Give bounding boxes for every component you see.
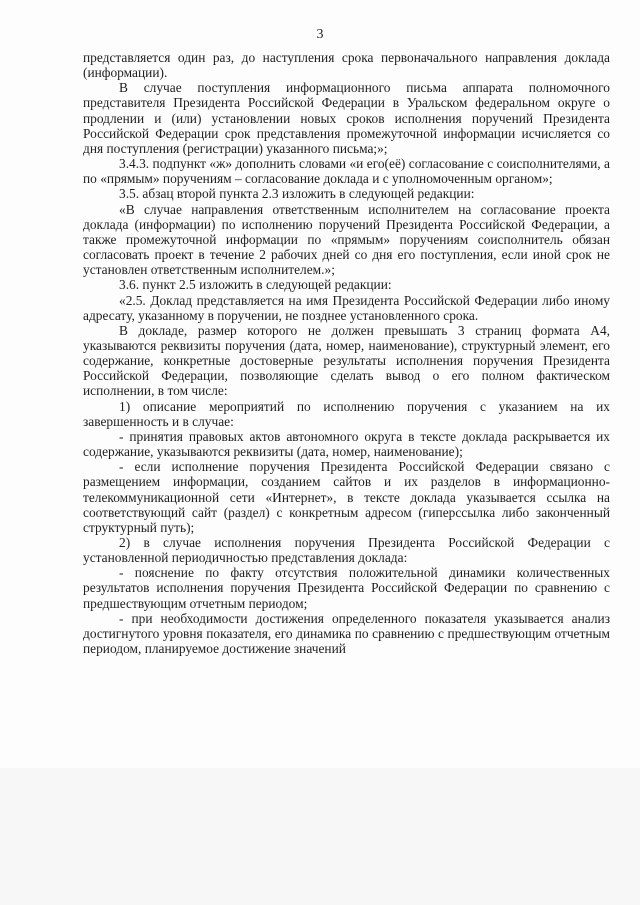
paragraph: 2) в случае исполнения поручения Президента Российской Федерации с установленной периодичностью представления доклада: [83, 535, 610, 566]
paragraph: представляется один раз, до наступления срока первоначального направления доклада (информации). [83, 50, 610, 81]
paragraph: 3.4.3. подпункт «ж» дополнить словами «и его(её) согласование с соисполнителями, а по «прямым» поручениям – согласование доклада и с уполномоченным органом»; [83, 156, 610, 187]
paragraph: 3.6. пункт 2.5 изложить в следующей редакции: [119, 277, 392, 293]
paragraph: 3.5. абзац второй пункта 2.3 изложить в следующей редакции: [119, 186, 475, 202]
paragraph: В докладе, размер которого не должен превышать 3 страниц формата А4, указываются реквизиты поручения (дата, номер, наименование), структурный элемент, его содержание, конкретные достоверные результаты исполнения поручения Президента Российской Федерации, позволяющие сделать вывод о его полном фактическом исполнении, в том числе: [83, 322, 610, 399]
paragraph: - если исполнение поручения Президента Российской Федерации связано с размещением информации, созданием сайтов и их разделов в информационно-телекоммуникационной сети «Интернет», в тексте доклада указывается ссылка на соответствующий сайт (раздел) с конкретным адресом (гиперссылка либо законченный структурный путь); [83, 459, 610, 535]
empty-area [0, 768, 640, 905]
page-number: 3 [316, 27, 324, 42]
paragraph: - принятия правовых актов автономного округа в тексте доклада раскрывается их содержание, указываются реквизиты (дата, номер, наименование); [83, 428, 610, 460]
paragraph: 1) описание мероприятий по исполнению поручения с указанием на их завершенность и в случае: [83, 398, 610, 429]
paragraph: «В случае направления ответственным исполнителем на согласование проекта доклада (информации) по исполнению поручений Президента Российской Федерации, а также промежуточной информации по «прямым» поручениям соисполнитель обязан согласовать проект в течение 2 рабочих дней со дня его поступления, если иной срок не установлен ответственным исполнителем.»; [83, 201, 610, 278]
paragraph: В случае поступления информационного письма аппарата полномочного представителя Президента Российской Федерации в Уральском федеральном округе о продлении и (или) установлении новых сроков исполнения поручений Президента Российской Федерации срок представления промежуточной информации исчисляется со дня поступления (регистрации) указанного письма;»; [83, 80, 610, 156]
paragraph: «2.5. Доклад представляется на имя Президента Российской Федерации либо иному адресату, указанному в поручении, не позднее установленного срока. [83, 292, 610, 323]
paragraph: - пояснение по факту отсутствия положительной динамики количественных результатов исполнения поручения Президента Российской Федерации по сравнению с предшествующим отчетным периодом; [83, 565, 610, 611]
paragraph: - при необходимости достижения определенного показателя указывается анализ достигнутого уровня показателя, его динамика по сравнению с предшествующим отчетным периодом, планируемое достижение значений [83, 610, 610, 657]
document-body [83, 50, 610, 656]
